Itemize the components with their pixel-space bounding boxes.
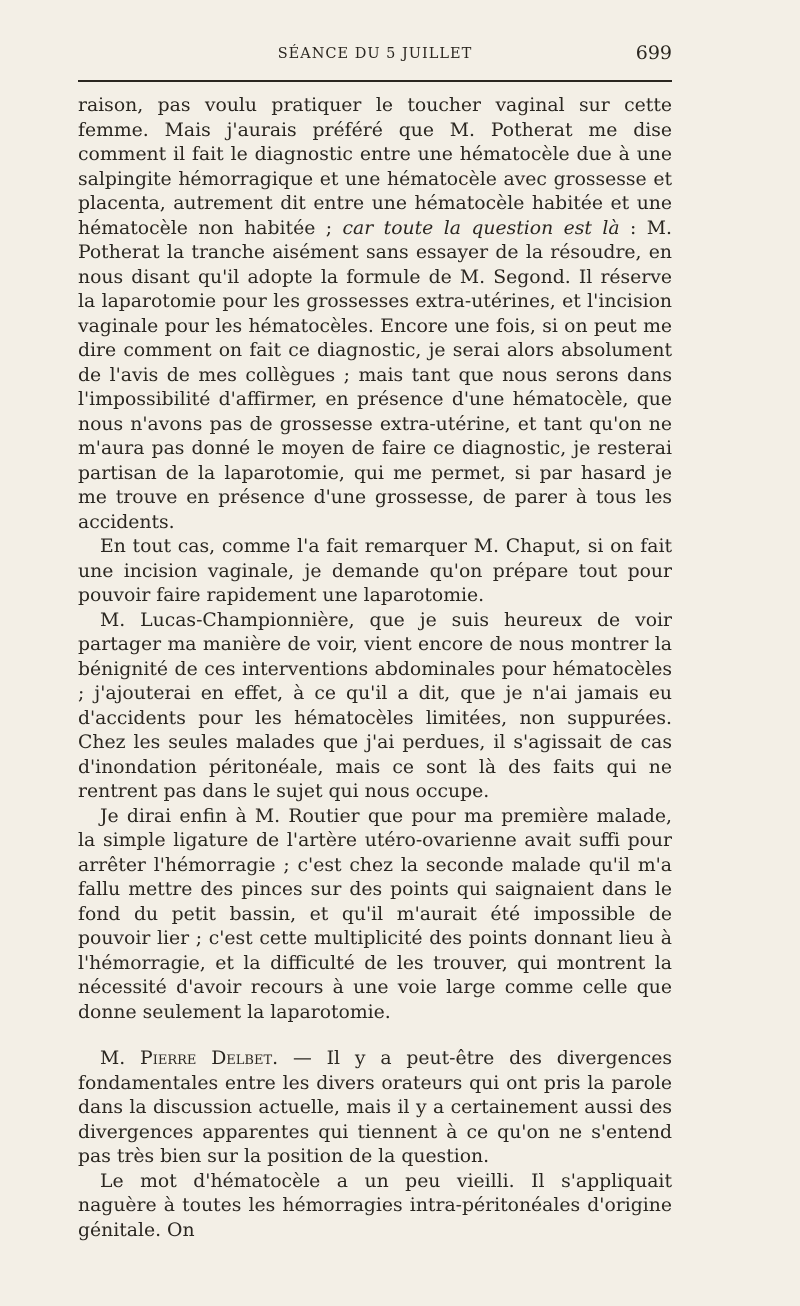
paragraph: Je dirai enfin à M. Routier que pour ma première malade, la simple ligature de l'artère utéro-ovarienne avait suffi pour arrêter l'hémorragie ; c'est chez la seconde malade qu'il m'a fallu mettre des pinces sur des points qui saignaient dans le fond du petit bassin, et qu'il m'aurait été impossible de pouvoir lier ; c'est cette multiplicité des points donnant lieu à l'hémorragie, et la difficulté de les trouver, qui montrent la nécessité d'avoir recours à une voie large comme celle que donne seulement la laparotomie. <box>78 805 672 1023</box>
running-title: SÉANCE DU 5 JUILLET <box>277 46 473 62</box>
italic-phrase: car toute la question est là <box>342 217 620 239</box>
header-rule <box>78 80 672 82</box>
paragraph-text: : M. Potherat la tranche aisément sans essayer de la résoudre, en nous disant qu'il adopte la formule de M. Segond. Il réserve la laparotomie pour les grossesses extra-utérines, et l'incision vaginale pour les hématocèles. Encore une fois, si on peut me dire comment on fait ce diagnostic, je serai alors absolument de l'avis de mes collègues ; mais tant que nous serons dans l'impossibilité d'affirmer, en présence d'une hématocèle, que nous n'avons pas de grossesse extra-utérine, et tant qu'on ne m'aura pas donné le moyen de faire ce diagnostic, je resterai partisan de la laparotomie, qui me permet, si par hasard je me trouve en présence d'une grossesse, de parer à tous les accidents. <box>78 217 673 533</box>
paragraph-text: — Il y a peut-être des divergences fondamentales entre les divers orateurs qui ont pris la parole dans la discussion actuelle, mais il y a certainement aussi des divergences apparentes qui tiennent à ce qu'on ne s'entend pas très bien sur la position de la question. <box>78 1048 672 1167</box>
paragraph: En tout cas, comme l'a fait remarquer M. Chaput, si on fait une incision vaginale, je demande qu'on prépare tout pour pouvoir faire rapidement une laparotomie. <box>78 536 672 606</box>
paragraph: M. Lucas-Championnière, que je suis heureux de voir partager ma manière de voir, vient encore de nous montrer la bénignité de ces interventions abdominales pour hématocèles ; j'ajouterai en effet, à ce qu'il a dit, que je n'ai jamais eu d'accidents pour les hématocèles limitées, non suppurées. Chez les seules malades que j'ai perdues, il s'agissait de cas d'inondation péritonéale, mais ce sont là des faits qui ne rentrent pas dans le sujet qui nous occupe. <box>78 609 672 802</box>
speaker-name: M. Pierre Delbet. <box>100 1048 279 1069</box>
paragraph-text: raison, pas voulu pratiquer le toucher vaginal sur cette femme. Mais j'aurais préféré que M. Potherat me dise comment il fait le diagnostic entre une hématocèle due à une salpingite hémorragique et une hématocèle avec grossesse et placenta, autrement dit entre une hématocèle habitée et une hématocèle non habitée ; <box>78 95 672 239</box>
speaker-paragraph <box>78 1047 672 1170</box>
paragraph: Le mot d'hématocèle a un peu vieilli. Il s'appliquait naguère à toutes les hémorragies intra-péritonéales d'origine génitale. On <box>78 1170 672 1241</box>
page-number: 699 <box>635 42 672 64</box>
paragraph-continued <box>78 94 672 535</box>
running-head <box>78 42 672 70</box>
body-text <box>78 94 672 1243</box>
